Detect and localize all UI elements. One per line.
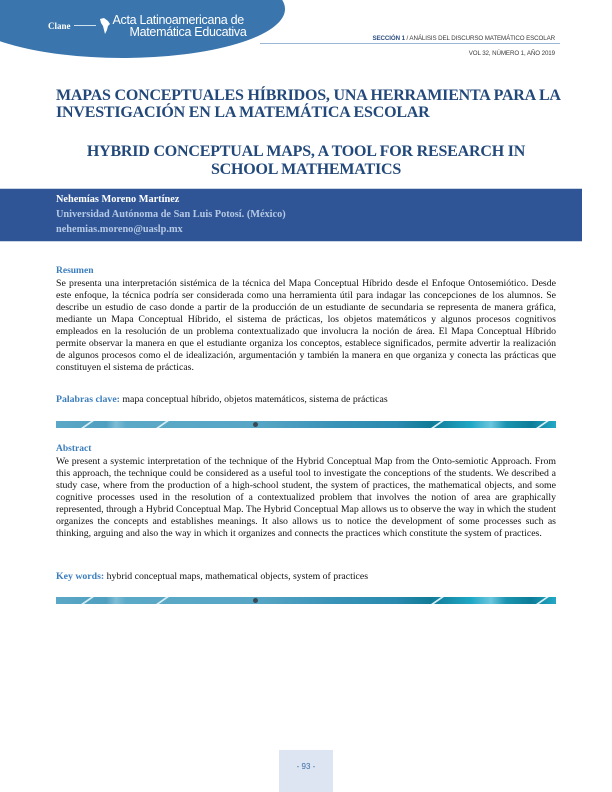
key-words-label: Key words:: [56, 571, 105, 582]
journal-title-line2: Matemática Educativa: [129, 25, 247, 39]
key-words-values: hybrid conceptual maps, mathematical objects, system of practices: [104, 571, 369, 582]
author-name: Nehemías Moreno Martínez: [56, 194, 180, 205]
decorative-divider-stripe: [56, 421, 556, 428]
stripe-accent: [536, 421, 549, 428]
paper-title-english-line2: SCHOOL MATHEMATICS: [210, 161, 402, 178]
palabras-clave-values: mapa conceptual híbrido, objetos matemáticos, sistema de prácticas: [119, 394, 388, 405]
publisher-logo: Clane: [48, 21, 71, 31]
stripe-dot: [253, 422, 258, 427]
section-heading: [372, 35, 555, 42]
resumen-text: Se presenta una interpretación sistémica de la técnica del Mapa Conceptual Híbrido desde el Enfoque Ontosemiótico. Desde este enfoque, la técnica podría ser considerada como una herramienta útil para indagar las concepciones de los alumnos. Se describe un estudio de caso donde a partir de la producción de un estudiante de secundaria se representa de manera gráfica, mediante un Mapa Conceptual Híbrido, el sistema de prácticas, los objetos matemáticos y algunos procesos cognitivos empleados en la resolución de un problema contextualizado que involucra la noción de área. El Mapa Conceptual Híbrido permite observar la manera en que el estudiante organiza los conceptos, establece significados, permite advertir la realización de algunos procesos como el de idealización, argumentación y también la manera en que organiza y conecta las prácticas que constituyen el sistema de prácticas.: [56, 278, 556, 373]
author-affiliation: Universidad Autónoma de San Luis Potosí. (México): [56, 209, 286, 220]
publisher-subtitle: [74, 24, 96, 28]
paper-title-english: [40, 143, 572, 179]
section-label: SECCIÓN 1: [372, 35, 405, 42]
journal-logo: [48, 14, 246, 38]
page-number: - 93 -: [296, 762, 316, 771]
paper-title-spanish: MAPAS CONCEPTUALES HÍBRIDOS, UNA HERRAMIENTA PARA LA INVESTIGACIÓN EN LA MATEMÁTICA ESCOLAR: [56, 87, 560, 121]
decorative-divider-stripe: [56, 597, 556, 604]
stripe-accent: [431, 421, 444, 428]
abstract-heading: Abstract: [56, 444, 92, 454]
latin-america-map-icon: [99, 18, 111, 34]
volume-info: VOL 32, NÚMERO 1, AÑO 2019: [468, 50, 555, 57]
paper-title-english-line1: HYBRID CONCEPTUAL MAPS, A TOOL FOR RESEARCH IN: [86, 143, 526, 160]
stripe-dot: [253, 598, 258, 603]
palabras-clave: [56, 394, 388, 405]
stripe-accent: [156, 421, 169, 428]
abstract-text: We present a systemic interpretation of the technique of the Hybrid Conceptual Map from the Onto-semiotic Approach. From this approach, the technique could be considered as a useful tool to investigate the conceptions of the students. We described a study case, where from the production of a high-school student, the system of practices, the mathematical objects, and some cognitive processes used in the resolution of a contextualized problem that involves the notion of area are graphically represented, through a Hybrid Conceptual Map. The Hybrid Conceptual Map allows us to observe the way in which the student organizes the concepts and establishes meanings. It also allows us to notice the development of some processes such as thinking, arguing and also the way in which it organizes and connects the practices which constitute the system of practices.: [56, 456, 556, 539]
stripe-accent: [156, 597, 169, 604]
stripe-accent: [431, 597, 444, 604]
page-number-box: [279, 750, 333, 792]
author-email[interactable]: nehemias.moreno@uaslp.mx: [56, 224, 183, 235]
palabras-clave-label: Palabras clave:: [56, 394, 120, 405]
journal-title-line1: Acta Latinoamericana de: [112, 13, 244, 27]
journal-title: [113, 14, 247, 38]
author-band: [0, 188, 582, 242]
header-divider: [260, 43, 560, 44]
key-words: [56, 571, 368, 582]
stripe-accent: [81, 421, 94, 428]
section-name: / ANÁLISIS DEL DISCURSO MATEMÁTICO ESCOLAR: [404, 35, 555, 42]
stripe-accent: [536, 597, 549, 604]
resumen-heading: Resumen: [56, 266, 94, 276]
stripe-accent: [81, 597, 94, 604]
